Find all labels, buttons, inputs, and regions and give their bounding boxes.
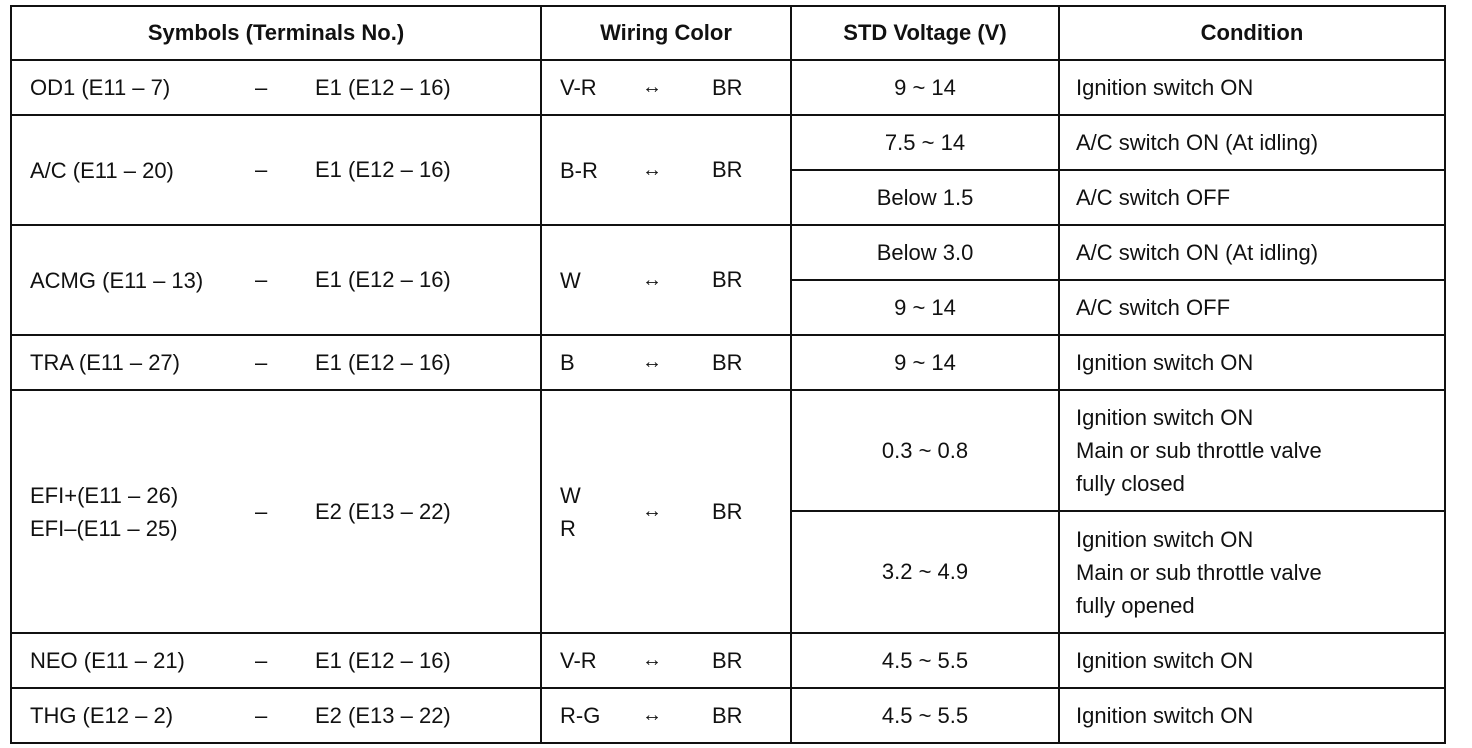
bidirectional-arrow-icon: ↔: [642, 268, 662, 291]
header-std-voltage: STD Voltage (V): [791, 6, 1059, 60]
condition-line: Main or sub throttle valve: [1076, 438, 1322, 463]
terminal-to: E1 (E12 – 16): [315, 267, 451, 292]
wiring-color-cell: [541, 60, 791, 115]
dash: –: [255, 74, 268, 100]
wire-from: W: [560, 267, 581, 293]
dash: –: [255, 267, 268, 292]
wire-to: BR: [712, 349, 743, 375]
terminal-to: E1 (E12 – 16): [315, 349, 451, 375]
condition-cell: A/C switch OFF: [1059, 280, 1445, 335]
condition-line: Ignition switch ON: [1076, 526, 1254, 552]
table-row: [11, 390, 1445, 511]
table-row: [11, 115, 1445, 170]
header-wiring-color: Wiring Color: [541, 6, 791, 60]
condition-cell: Ignition switch ON: [1059, 633, 1445, 688]
bidirectional-arrow-icon: ↔: [642, 704, 662, 726]
terminal-to: E1 (E12 – 16): [315, 74, 451, 100]
condition-cell: [1059, 390, 1445, 511]
dash: –: [255, 349, 268, 375]
wire-to: BR: [712, 702, 743, 728]
bidirectional-arrow-icon: ↔: [642, 76, 662, 98]
condition-line: Ignition switch ON: [1076, 405, 1254, 430]
terminal-from: NEO (E11 – 21): [30, 648, 185, 673]
symbols-cell: [11, 115, 541, 225]
bidirectional-arrow-icon: ↔: [642, 649, 662, 671]
terminal-from: THG (E12 – 2): [30, 703, 174, 728]
symbols-cell: [11, 225, 541, 335]
header-symbols: Symbols (Terminals No.): [11, 6, 541, 60]
wiring-color-cell: [541, 688, 791, 743]
terminal-to: E1 (E12 – 16): [315, 647, 451, 673]
table-row: [11, 335, 1445, 390]
condition-line: fully closed: [1076, 471, 1185, 496]
condition-line: Main or sub throttle valve: [1076, 559, 1322, 585]
wiring-color-cell: [541, 633, 791, 688]
table-row: [11, 60, 1445, 115]
condition-cell: A/C switch ON (At idling): [1059, 225, 1445, 280]
bidirectional-arrow-icon: ↔: [642, 158, 662, 181]
wiring-color-cell: [541, 390, 791, 633]
wire-to: BR: [712, 647, 743, 673]
table-row: [11, 225, 1445, 280]
terminal-to: E1 (E12 – 16): [315, 157, 451, 182]
terminal-from: ACMG (E11 – 13): [30, 267, 204, 293]
voltage-cell: 9 ~ 14: [791, 335, 1059, 390]
dash: –: [255, 498, 268, 524]
wire-from: W: [560, 482, 581, 508]
table-row: [11, 633, 1445, 688]
table-header-row: [11, 6, 1445, 60]
symbols-cell: [11, 633, 541, 688]
wiring-color-cell: [541, 335, 791, 390]
wire-from: V-R: [560, 648, 597, 673]
condition-line: fully opened: [1076, 592, 1195, 618]
voltage-cell: 0.3 ~ 0.8: [791, 390, 1059, 511]
voltage-cell: 3.2 ~ 4.9: [791, 511, 1059, 633]
dash: –: [255, 647, 268, 673]
voltage-cell: 4.5 ~ 5.5: [791, 688, 1059, 743]
terminal-from: TRA (E11 – 27): [30, 350, 180, 375]
condition-cell: Ignition switch ON: [1059, 688, 1445, 743]
bidirectional-arrow-icon: ↔: [642, 351, 662, 373]
terminal-from: EFI+(E11 – 26): [30, 482, 179, 508]
wire-from: V-R: [560, 75, 597, 100]
wire-to: BR: [712, 498, 743, 524]
wire-from: B-R: [560, 157, 598, 183]
wiring-color-cell: [541, 115, 791, 225]
terminal-to: E2 (E13 – 22): [315, 702, 451, 728]
voltage-cell: 4.5 ~ 5.5: [791, 633, 1059, 688]
voltage-cell: Below 3.0: [791, 225, 1059, 280]
terminal-voltage-table: [10, 5, 1446, 744]
voltage-cell: 9 ~ 14: [791, 280, 1059, 335]
condition-cell: A/C switch OFF: [1059, 170, 1445, 225]
terminal-from: OD1 (E11 – 7): [30, 75, 171, 100]
dash: –: [255, 702, 268, 728]
bidirectional-arrow-icon: ↔: [642, 500, 662, 522]
symbols-cell: [11, 335, 541, 390]
terminal-to: E2 (E13 – 22): [315, 498, 451, 524]
condition-cell: [1059, 511, 1445, 633]
wire-from-2: R: [560, 515, 576, 541]
wire-to: BR: [712, 74, 743, 100]
voltage-cell: 7.5 ~ 14: [791, 115, 1059, 170]
symbols-cell: [11, 60, 541, 115]
condition-cell: Ignition switch ON: [1059, 335, 1445, 390]
symbols-cell: [11, 390, 541, 633]
wire-from: B: [560, 350, 575, 375]
wire-to: BR: [712, 157, 743, 182]
header-condition: Condition: [1059, 6, 1445, 60]
wiring-color-cell: [541, 225, 791, 335]
voltage-cell: 9 ~ 14: [791, 60, 1059, 115]
condition-cell: Ignition switch ON: [1059, 60, 1445, 115]
wire-to: BR: [712, 267, 743, 292]
table-row: [11, 688, 1445, 743]
terminal-from-2: EFI–(E11 – 25): [30, 515, 178, 541]
symbols-cell: [11, 688, 541, 743]
terminal-from: A/C (E11 – 20): [30, 157, 174, 183]
dash: –: [255, 157, 268, 182]
voltage-cell: Below 1.5: [791, 170, 1059, 225]
wire-from: R-G: [560, 703, 601, 728]
condition-cell: A/C switch ON (At idling): [1059, 115, 1445, 170]
